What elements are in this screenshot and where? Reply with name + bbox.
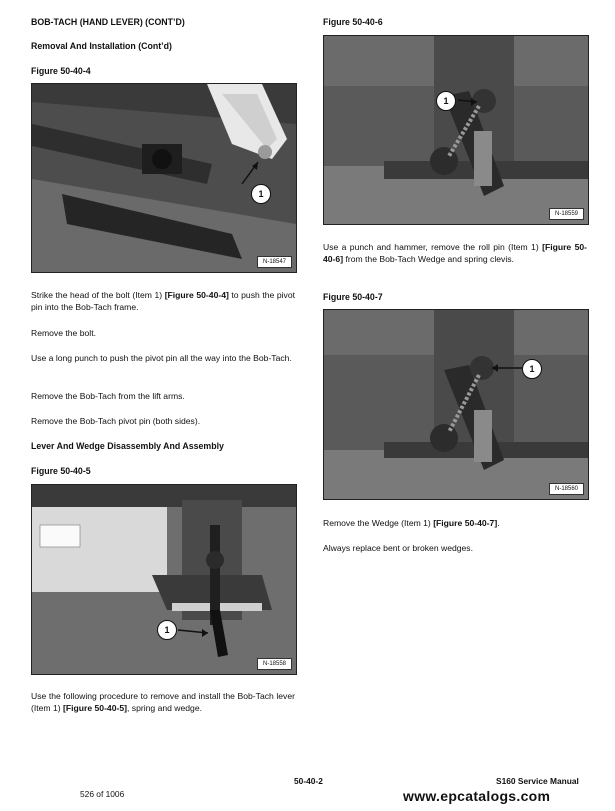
paragraph-text: to push the pivot pin into the Bob-Tach frame. bbox=[31, 290, 295, 312]
paragraph-text: Strike the head of the bolt (Item 1) bbox=[31, 290, 165, 300]
paragraph-text: from the Bob-Tach Wedge and spring clevis. bbox=[343, 254, 514, 264]
figure-reference: [Figure 50-40-6] bbox=[323, 242, 587, 264]
section-title: BOB-TACH (HAND LEVER) (CONT’D) bbox=[31, 17, 185, 27]
paragraph-text: , spring and wedge. bbox=[127, 703, 203, 713]
paragraph-text: Use the following procedure to remove and install the Bob-Tach lever (Item 1) bbox=[31, 691, 295, 713]
paragraph-strike-bolt bbox=[31, 289, 295, 313]
figure-label-50-40-6: Figure 50-40-6 bbox=[323, 17, 383, 27]
figure-50-40-4-illustration bbox=[32, 84, 296, 272]
callout-1: 1 bbox=[157, 620, 177, 640]
paragraph-roll-pin bbox=[323, 241, 587, 265]
page-code: 50-40-2 bbox=[294, 776, 323, 786]
page-count: 526 of 1006 bbox=[80, 789, 125, 799]
callout-1: 1 bbox=[436, 91, 456, 111]
paragraph-remove-bobtach: Remove the Bob-Tach from the lift arms. bbox=[31, 391, 185, 401]
watermark: www.epcatalogs.com bbox=[403, 788, 551, 804]
subheading-lever-wedge: Lever And Wedge Disassembly And Assembly bbox=[31, 441, 224, 451]
figure-50-40-7 bbox=[323, 309, 589, 500]
figure-code: N-18547 bbox=[257, 256, 292, 268]
paragraph-text: Remove the Wedge (Item 1) bbox=[323, 518, 434, 528]
subheading-removal: Removal And Installation (Cont’d) bbox=[31, 41, 172, 51]
figure-code: N-18558 bbox=[257, 658, 292, 670]
figure-code: N-18560 bbox=[549, 483, 584, 495]
paragraph-replace-wedges: Always replace bent or broken wedges. bbox=[323, 543, 473, 553]
figure-reference: [Figure 50-40-7] bbox=[433, 518, 498, 528]
figure-code: N-18559 bbox=[549, 208, 584, 220]
figure-label-50-40-4: Figure 50-40-4 bbox=[31, 66, 91, 76]
paragraph-lever-procedure bbox=[31, 690, 295, 714]
figure-reference: [Figure 50-40-5] bbox=[63, 703, 127, 713]
figure-50-40-6-illustration bbox=[324, 36, 588, 224]
figure-label-50-40-7: Figure 50-40-7 bbox=[323, 292, 383, 302]
paragraph-remove-pivot-pin: Remove the Bob-Tach pivot pin (both sides). bbox=[31, 416, 201, 426]
callout-1: 1 bbox=[522, 359, 542, 379]
figure-50-40-5 bbox=[31, 484, 297, 675]
figure-50-40-6 bbox=[323, 35, 589, 225]
paragraph-text: . bbox=[497, 518, 500, 528]
figure-50-40-4 bbox=[31, 83, 297, 273]
manual-title: S160 Service Manual bbox=[496, 776, 579, 786]
figure-50-40-7-illustration bbox=[324, 310, 588, 499]
callout-1: 1 bbox=[251, 184, 271, 204]
paragraph-remove-bolt: Remove the bolt. bbox=[31, 328, 96, 338]
paragraph-long-punch: Use a long punch to push the pivot pin all the way into the Bob-Tach. bbox=[31, 353, 292, 363]
figure-reference: [Figure 50-40-4] bbox=[164, 290, 229, 300]
paragraph-remove-wedge bbox=[323, 517, 587, 529]
figure-label-50-40-5: Figure 50-40-5 bbox=[31, 466, 91, 476]
paragraph-text: Use a punch and hammer, remove the roll pin (Item 1) bbox=[323, 242, 543, 252]
figure-50-40-5-illustration bbox=[32, 485, 296, 674]
